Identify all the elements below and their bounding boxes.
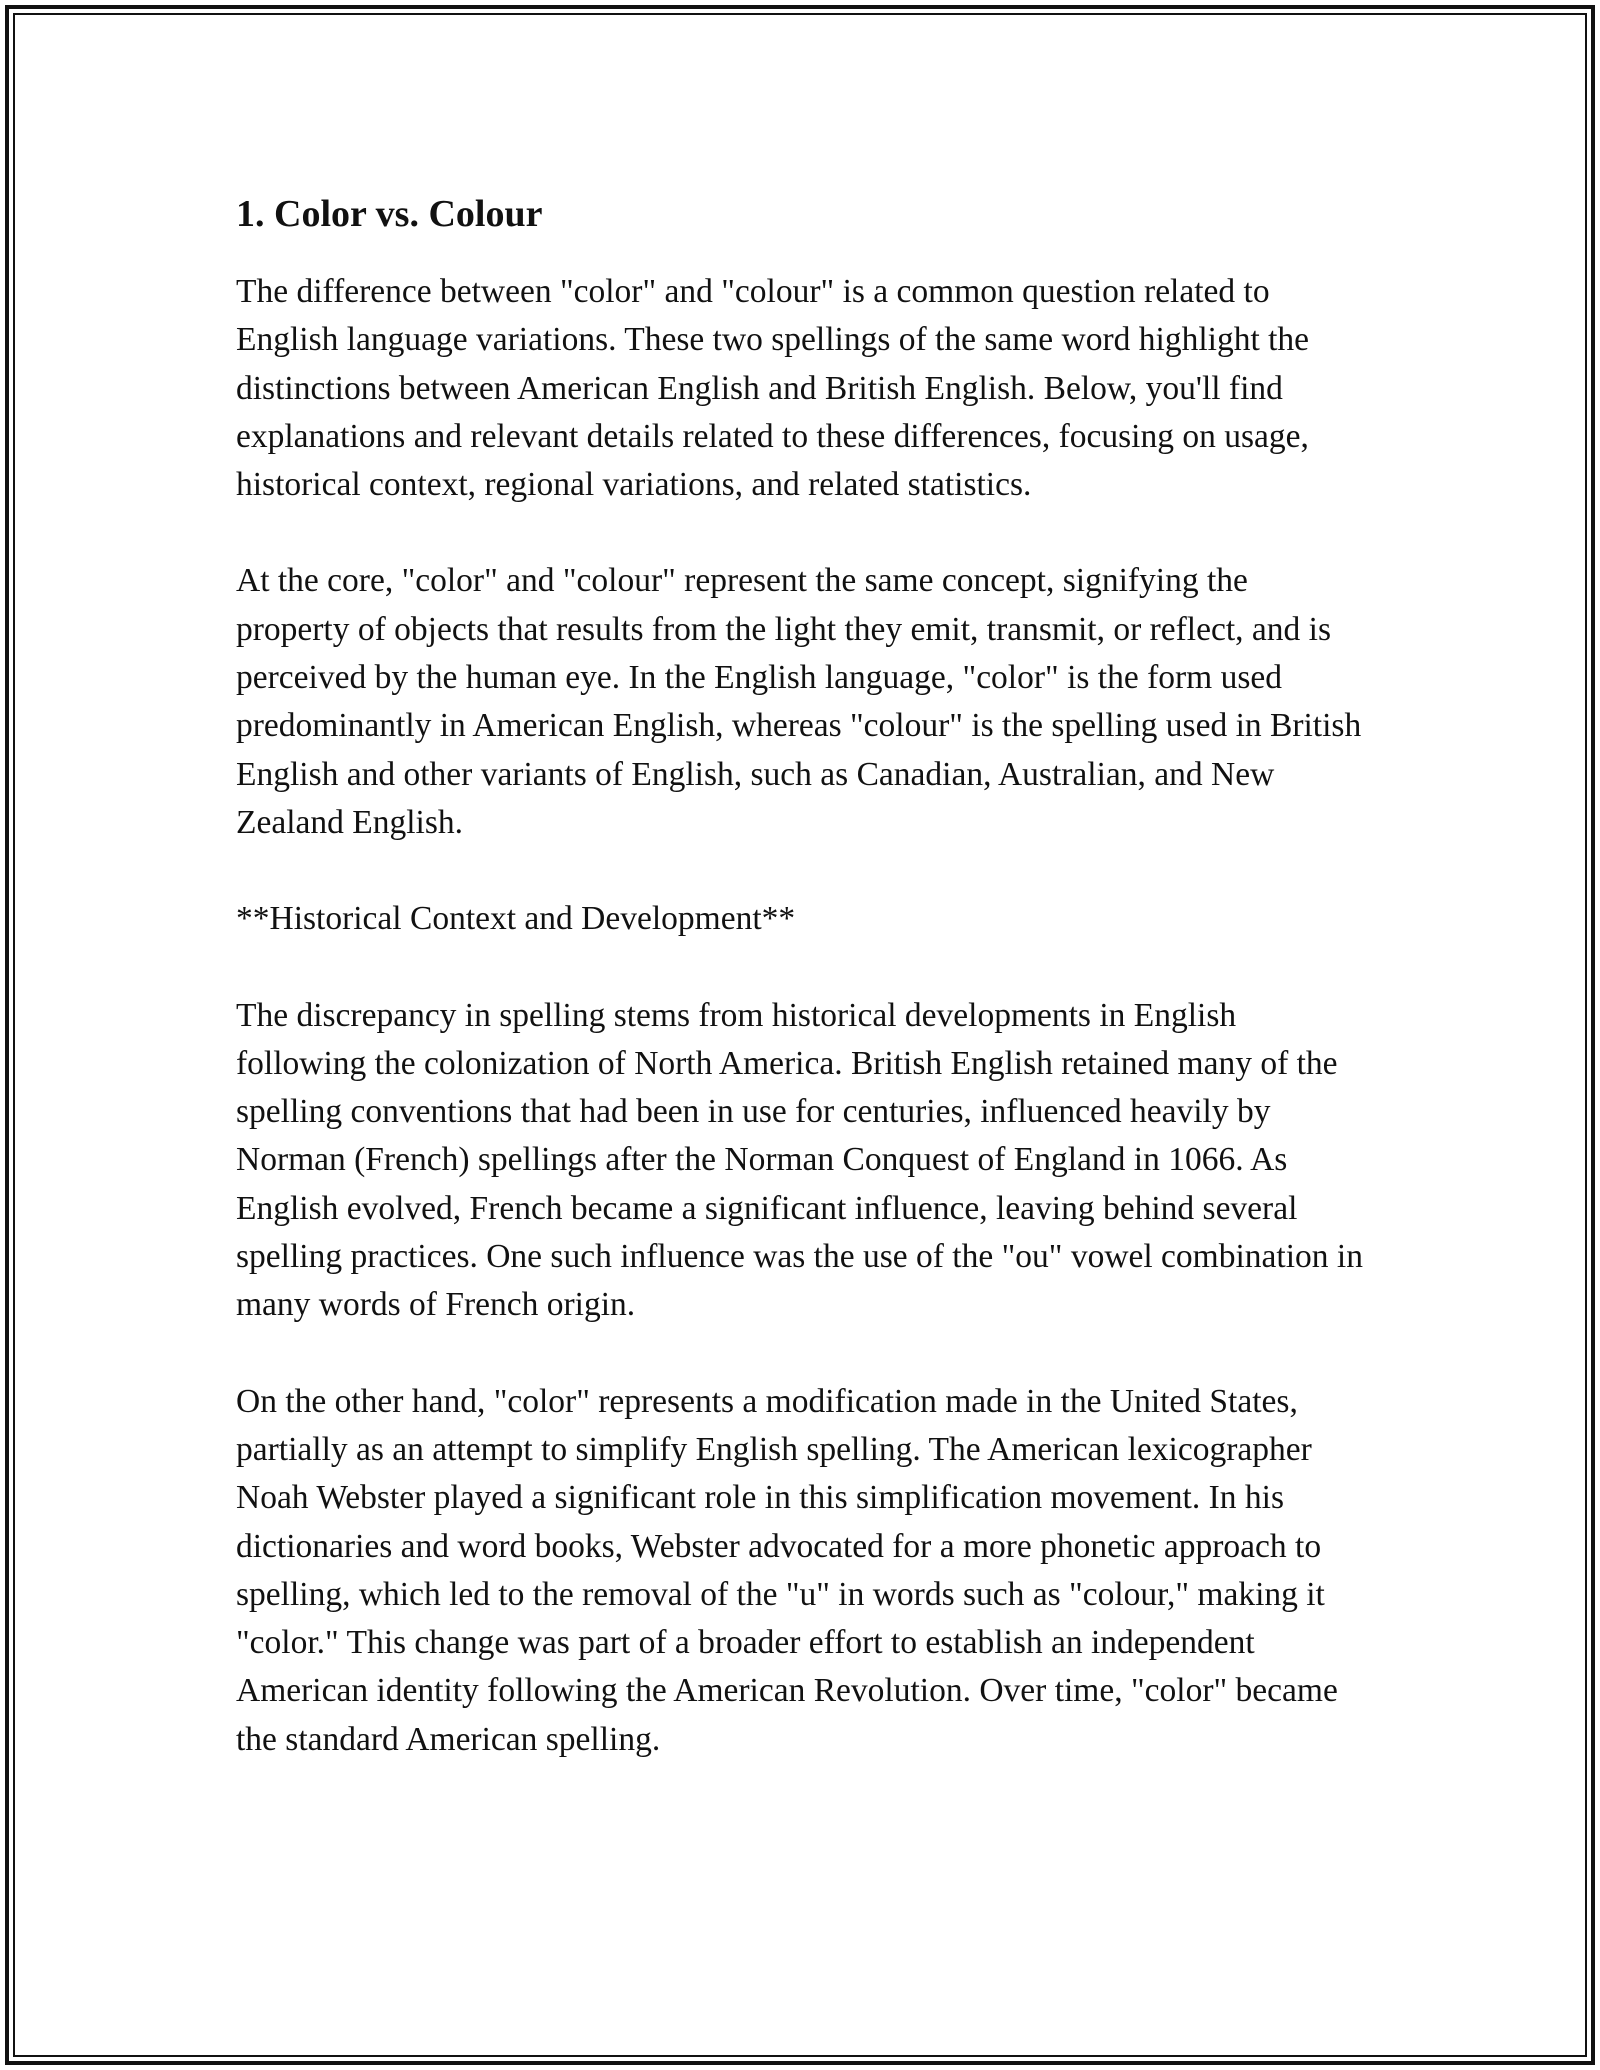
paragraph-intro: The difference between "color" and "colour" is a common question related to English language variations. These two spellings of the same word highlight the distinctions between American English and British English. Below, you'll find explanations and relevant details related to these differences, focusing on usage, historical context, regional variations, and related statistics.: [236, 273, 1310, 504]
paragraph-core-concept: At the core, "color" and "colour" represent the same concept, signifying the property of objects that results from the light they emit, transmit, or reflect, and is perceived by the human eye. In the English language, "color" is the form used predominantly in American English, whereas "colour" is the spelling used in British English and other variants of English, such as Canadian, Australian, and New Zealand English.: [236, 562, 1362, 841]
document-body: [236, 188, 1366, 1812]
paragraph-historical-discrepancy: The discrepancy in spelling stems from historical developments in English following the colonization of North America. British English retained many of the spelling conventions that had been in use for centuries, influenced heavily by Norman (French) spellings after the Norman Conquest of England in 1066. As English evolved, French became a significant influence, leaving behind several spelling practices. One such influence was the use of the "ou" vowel combination in many words of French origin.: [236, 996, 1363, 1324]
section-heading: 1. Color vs. Colour: [236, 193, 543, 235]
paragraph-american-modification: On the other hand, "color" represents a modification made in the United States, partially as an attempt to simplify English spelling. The American lexicographer Noah Webster played a significant role in this simplification movement. In his dictionaries and word books, Webster advocated for a more phonetic approach to spelling, which led to the removal of the "u" in words such as "colour," making it "color." This change was part of a broader effort to establish an independent American identity following the American Revolution. Over time, "color" became the standard American spelling.: [236, 1382, 1338, 1758]
paragraph-subheading-historical: **Historical Context and Development**: [236, 900, 796, 938]
